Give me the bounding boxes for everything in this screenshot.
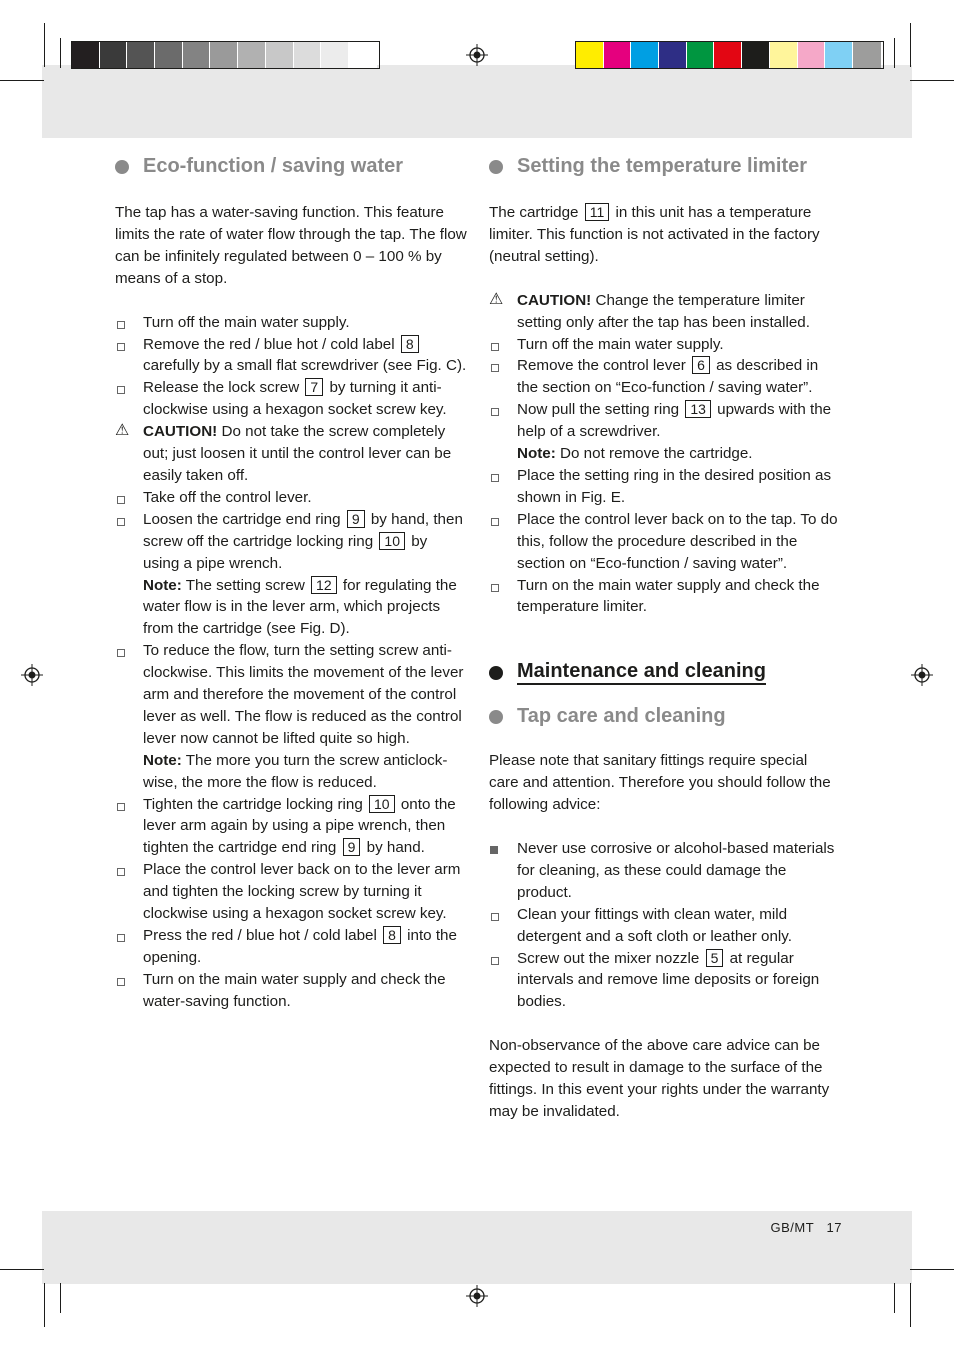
part-reference: 8 [383, 926, 401, 944]
color-swatch [266, 42, 294, 68]
bullet-dot-icon [489, 160, 503, 174]
page-number: 17 [826, 1220, 842, 1235]
color-swatch [294, 42, 322, 68]
color-swatch [631, 42, 659, 68]
note-label: Note: [517, 445, 556, 463]
list-item [489, 838, 841, 904]
step-text: Never use corrosive or alcohol-based materials for cleaning, as these could damage the product. [517, 840, 835, 901]
note-text: The more you turn the screw anticlock-wise, the more the flow is reduced. [143, 751, 448, 791]
section-heading-tap-care: Tap care and cleaning [489, 704, 841, 730]
step-text: by using a pipe wrench. [143, 532, 428, 572]
warning-triangle-icon: ⚠ [489, 290, 504, 308]
bullet-dot-icon [489, 666, 503, 680]
crop-mark [0, 1269, 44, 1270]
color-swatch [604, 42, 632, 68]
grayscale-control-strip [71, 41, 380, 69]
step-text: To reduce the flow, turn the setting screw anti-clockwise. This limits the movement of the lever arm and therefore the movement of the control lever as well. The flow is reduced as the control lever now cannot be lifted quite so high. [143, 642, 464, 747]
step-text: Remove the control lever [517, 357, 686, 375]
part-reference: 11 [585, 203, 610, 221]
list-item [115, 312, 467, 334]
eco-intro: The tap has a water-saving function. This feature limits the rate of water flow through the tap. The flow can be infinitely regulated between 0 – 100 % by means of a stop. [115, 204, 467, 287]
color-swatch [155, 42, 183, 68]
part-reference: 8 [401, 335, 419, 353]
note [517, 443, 841, 465]
step-text: Place the control lever back on to the lever arm and tighten the locking screw by turning it clockwise using a hexagon socket screw key. [143, 861, 461, 923]
step-text: by turning it anti-clockwise using a hexagon socket screw key. [143, 379, 447, 419]
list-item [489, 465, 841, 509]
crop-mark [910, 1283, 911, 1327]
list-item [489, 948, 841, 1014]
crop-mark [894, 38, 895, 68]
step-text: onto the lever arm again by using a pipe wrench, then tighten the cartridge end ring [143, 795, 456, 857]
caution-label: CAUTION! [517, 291, 592, 309]
step-text: Release the lock screw [143, 379, 300, 397]
step-text: Now pull the setting ring [517, 401, 680, 419]
crop-mark [910, 1269, 954, 1270]
note-label: Note: [143, 576, 182, 594]
section-heading-maintenance: Maintenance and cleaning [489, 660, 841, 686]
crop-mark [910, 80, 954, 81]
list-item [115, 969, 467, 1013]
crop-mark [910, 23, 911, 67]
step-text: Turn off the main water supply. [143, 313, 350, 331]
list-item [489, 290, 841, 334]
registration-mark-icon [21, 664, 43, 686]
care-intro: Please note that sanitary fittings require special care and attention. Therefore you should follow the following advice: [489, 752, 831, 814]
step-text: Turn off the main water supply. [517, 335, 724, 353]
caution-label: CAUTION! [143, 423, 218, 441]
color-swatch [798, 42, 826, 68]
note-label: Note: [143, 751, 182, 769]
part-reference: 10 [379, 532, 405, 550]
step-text: Loosen the cartridge end ring [143, 510, 341, 528]
color-swatch [72, 42, 100, 68]
list-item [115, 421, 467, 487]
step-text: Place the setting ring in the desired position as shown in Fig. E. [517, 466, 832, 506]
header-band [42, 65, 912, 138]
crop-mark [60, 1283, 61, 1313]
color-swatch [742, 42, 770, 68]
part-reference: 9 [343, 838, 361, 856]
step-text: Press the red / blue hot / cold label [143, 927, 377, 944]
list-item [489, 355, 841, 399]
color-swatch [238, 42, 266, 68]
note-text: Do not remove the cartridge. [560, 445, 753, 463]
list-item [115, 859, 467, 925]
registration-mark-icon [911, 664, 933, 686]
left-column [115, 154, 467, 1013]
part-reference: 9 [347, 510, 365, 528]
section-heading-temperature: Setting the temperature limiter [489, 154, 841, 180]
note [143, 750, 467, 794]
crop-mark [44, 23, 45, 67]
color-swatch [349, 42, 377, 68]
warning-triangle-icon: ⚠ [115, 422, 130, 440]
section-heading-eco: Eco-function / saving water [115, 154, 467, 180]
list-item [115, 334, 467, 378]
color-swatch [687, 42, 715, 68]
step-text: Tighten the cartridge locking ring [143, 795, 363, 813]
part-reference: 10 [369, 795, 395, 813]
color-swatch [210, 42, 238, 68]
language-code: GB/MT [770, 1220, 815, 1235]
step-text: Turn on the main water supply and check the water-saving function. [143, 970, 446, 1010]
step-text: as described in the section on “Eco-function / saving water”. [517, 357, 819, 397]
list-item [489, 399, 841, 465]
list-item [489, 904, 841, 948]
part-reference: 5 [706, 949, 724, 967]
right-column [489, 154, 841, 1123]
step-text: by hand, then screw off the cartridge locking ring [143, 510, 463, 550]
list-item [115, 509, 467, 640]
list-item [115, 794, 467, 860]
list-item [115, 640, 467, 793]
note-text: The setting screw [185, 576, 305, 594]
step-text: upwards with the help of a screwdriver. [517, 401, 832, 441]
color-swatch [100, 42, 128, 68]
step-text: Place the control lever back on to the tap. To do this, follow the procedure described in the section on “Eco-function / saving water”. [517, 510, 838, 572]
step-text: Clean your fittings with clean water, mild detergent and a soft cloth or leather only. [517, 905, 792, 945]
care-advice-list [489, 838, 841, 1013]
step-text: Take off the control lever. [143, 488, 312, 506]
crop-mark [0, 80, 44, 81]
part-reference: 7 [305, 378, 323, 396]
step-text: Turn on the main water supply and check the temperature limiter. [517, 576, 820, 616]
step-text: Remove the red / blue hot / cold label [143, 335, 395, 353]
bullet-dot-icon [489, 710, 503, 724]
color-control-strip [575, 41, 884, 69]
note-text: for regulating the water flow is in the lever arm, which projects from the cartridge (see Fig. D). [143, 576, 457, 638]
crop-mark [60, 38, 61, 68]
step-text: by hand. [366, 839, 425, 857]
note [143, 575, 467, 641]
color-swatch [183, 42, 211, 68]
temperature-intro: The cartridge 11 in this unit has a temperature limiter. This function is not activated in the factory (neutral setting). [489, 204, 820, 265]
registration-mark-icon [466, 1285, 488, 1307]
list-item [115, 377, 467, 421]
list-item [115, 487, 467, 509]
step-text: carefully by a small flat screwdriver (see Fig. C). [143, 357, 467, 375]
color-swatch [825, 42, 853, 68]
crop-mark [894, 1283, 895, 1313]
part-reference: 12 [311, 576, 337, 594]
care-outro: Non-observance of the above care advice can be expected to result in damage to the surface of the fittings. In this event your rights under the warranty may be invalidated. [489, 1037, 830, 1120]
list-item [489, 334, 841, 356]
registration-mark-icon [466, 44, 488, 66]
color-swatch [770, 42, 798, 68]
color-swatch [714, 42, 742, 68]
bullet-dot-icon [115, 160, 129, 174]
step-text: into the opening. [143, 927, 457, 966]
crop-mark [44, 1283, 45, 1327]
list-item [489, 509, 841, 575]
step-text: Do not take the screw completely out; just loosen it until the control lever can be easily taken off. [143, 423, 452, 484]
list-item [115, 925, 467, 969]
color-swatch [659, 42, 687, 68]
step-text: Screw out the mixer nozzle [517, 949, 700, 967]
color-swatch [321, 42, 349, 68]
color-swatch [576, 42, 604, 68]
page-footer [771, 1220, 842, 1235]
step-text: Change the temperature limiter setting only after the tap has been installed. [517, 291, 810, 331]
part-reference: 6 [692, 356, 710, 374]
step-text: at regular intervals and remove lime deposits or foreign bodies. [517, 949, 820, 1011]
temperature-steps-list [489, 290, 841, 619]
color-swatch [853, 42, 881, 68]
part-reference: 13 [685, 400, 711, 418]
color-swatch [127, 42, 155, 68]
list-item [489, 575, 841, 619]
eco-steps-list [115, 312, 467, 1013]
